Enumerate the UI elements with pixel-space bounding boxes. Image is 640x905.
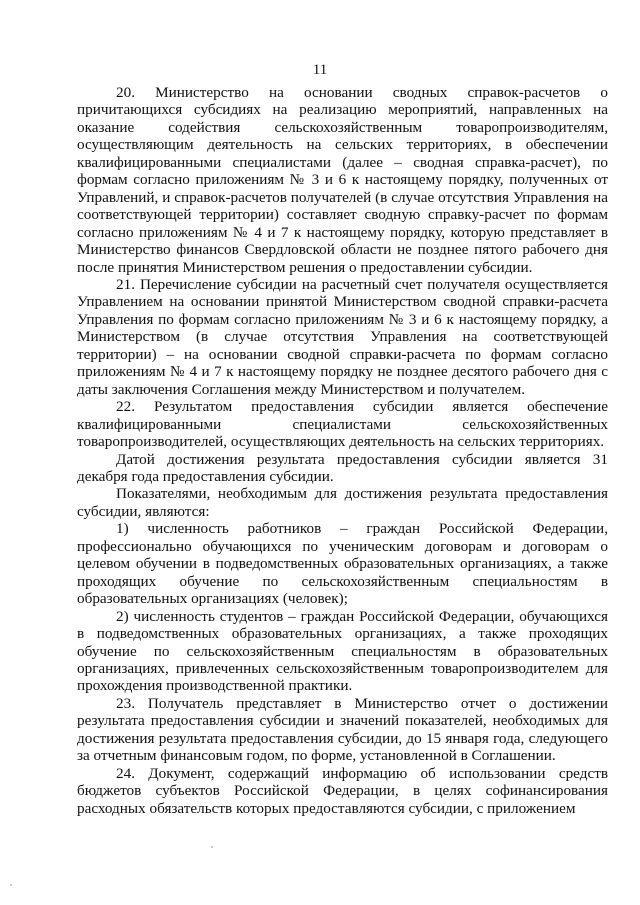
paragraph-indicator-2: 2) численность студентов – граждан Российской Федерации, обучающихся в подведомственных образовательных организациях, а также проходящих обучение по сельскохозяйственным специальностям в образовательных организациях, привлеченных сельскохозяйственным товаропроизводителем для прохождения производственной практики. — [77, 607, 608, 695]
paragraph-23: 23. Получатель представляет в Министерство отчет о достижении результата предоставления субсидии и значений показателей, необходимых для достижения результата предоставления субсидии, до 15 января года, следующего за отчетным финансовым годом, по форме, установленной в Соглашении. — [77, 694, 608, 765]
paragraph-20: 20. Министерство на основании сводных справок-расчетов о причитающихся субсидиях на реализацию мероприятий, направленных на оказание содействия сельскохозяйственным товаропроизводителям, осуществляющим деятельность на сельских территориях, в обеспечении квалифицированными специалистами (далее – сводная справка-расчет), по формам согласно приложениям № 3 и 6 к настоящему порядку, полученных от Управлений, и справок-расчетов получателей (в случае отсутствия Управления на соответствующей территории) составляет сводную справку-расчет по формам согласно приложениям № 4 и 7 к настоящему порядку, которую представляет в Министерство финансов Свердловской области не позднее пятого рабочего дня после принятия Министерством решения о предоставлении субсидии. — [77, 84, 608, 276]
paragraph-21: 21. Перечисление субсидии на расчетный счет получателя осуществляется Управлением на основании принятой Министерством сводной справки-расчета Управления по формам согласно приложениям № 3 и 6 к настоящему порядку, а Министерством (в случае отсутствия Управления на соответствующей территории) – на основании сводной справки-расчета по формам согласно приложениям № 4 и 7 к настоящему порядку не позднее десятого рабочего дня с даты заключения Соглашения между Министерством и получателем. — [77, 275, 608, 398]
document-body — [77, 84, 608, 817]
paragraph-24: 24. Документ, содержащий информацию об использовании средств бюджетов субъектов Российской Федерации, в целях софинансирования расходных обязательств которых предоставляются субсидии, с приложением — [77, 764, 608, 817]
paragraph-22: 22. Результатом предоставления субсидии является обеспечение квалифицированными специалистами сельскохозяйственных товаропроизводителей, осуществляющих деятельность на сельских территориях. — [77, 398, 608, 451]
scan-speck — [10, 884, 12, 886]
paragraph-indicators-intro: Показателями, необходимым для достижения результата предоставления субсидии, являются: — [77, 485, 608, 520]
paragraph-result-date: Датой достижения результата предоставления субсидии является 31 декабря года предоставления субсидии. — [77, 450, 608, 485]
paragraph-indicator-1: 1) численность работников – граждан Российской Федерации, профессионально обучающихся по ученическим договорам и договорам о целевом обучении в подведомственных образовательных организациях, а также проходящих обучение по сельскохозяйственным специальностям в образовательных организациях (человек); — [77, 520, 608, 608]
page-number: 11 — [312, 62, 328, 78]
scan-speck — [211, 846, 213, 848]
